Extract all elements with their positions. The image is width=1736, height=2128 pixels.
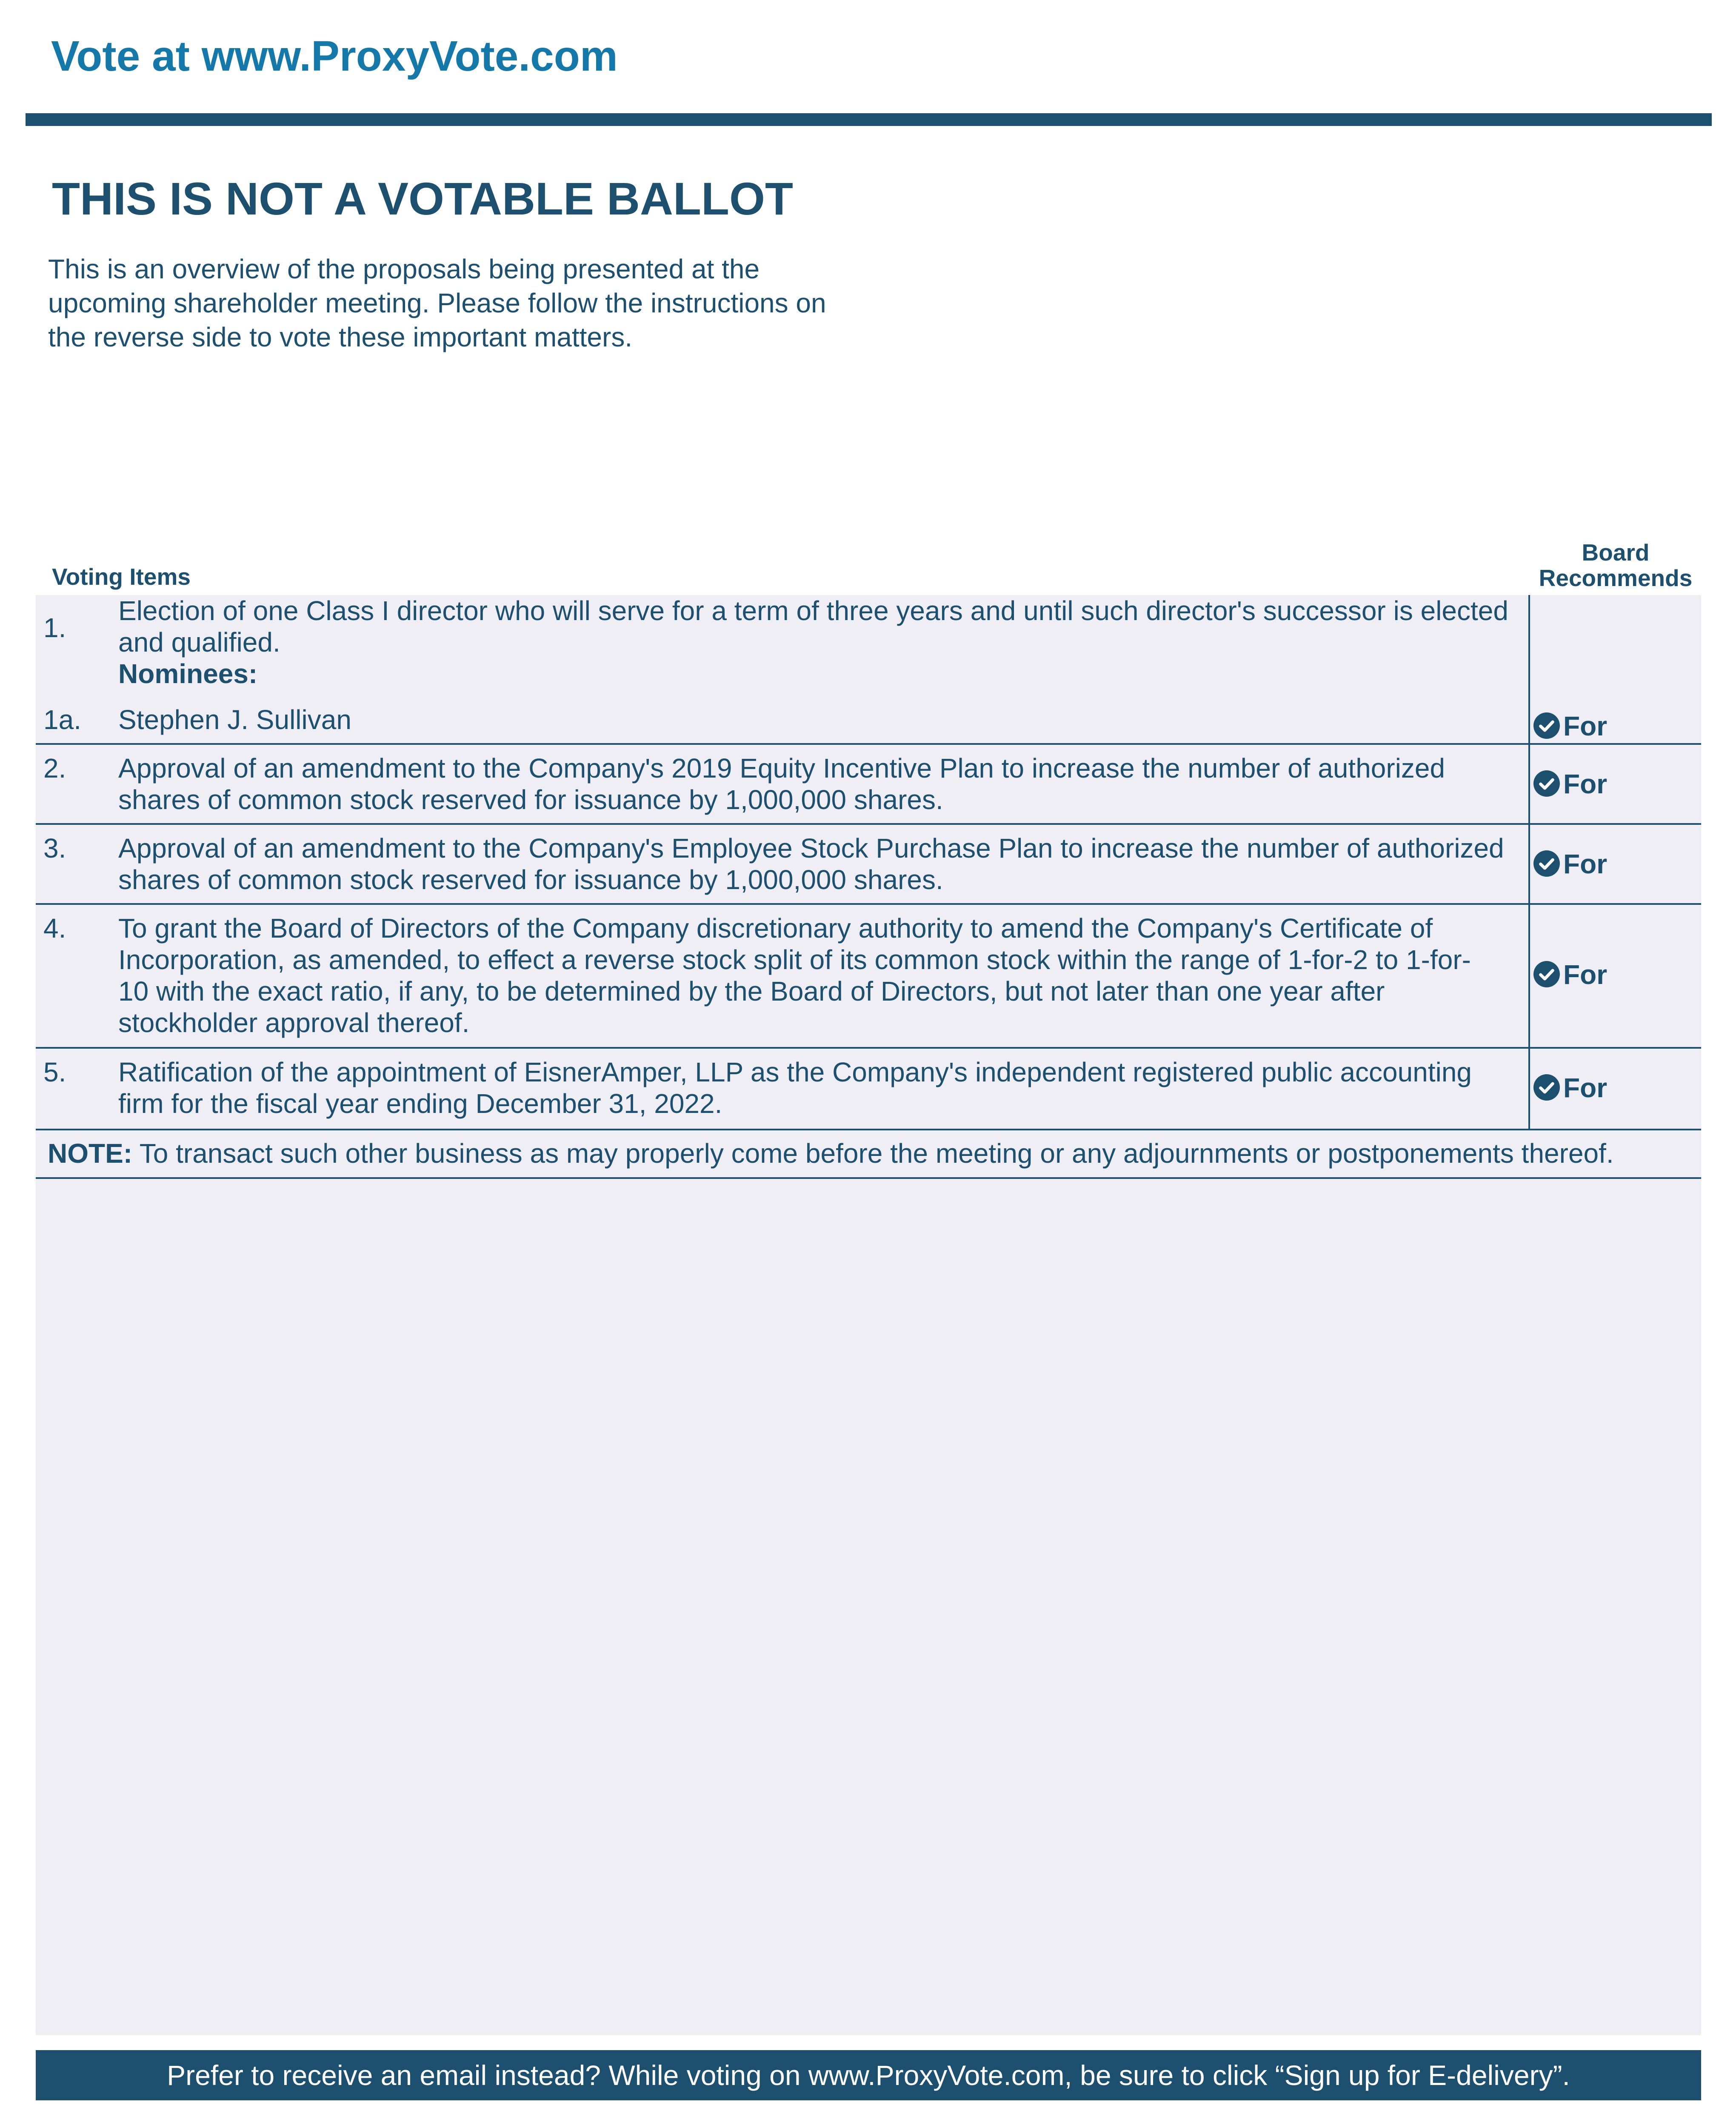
item-number: 1a. xyxy=(43,704,81,735)
item-text xyxy=(118,912,1539,1038)
recommendation xyxy=(1533,1071,1607,1105)
item-text-line: Election of one Class I director who will serve for a term of three years and until such director's successor is elected xyxy=(118,595,1508,626)
item-text xyxy=(118,595,1539,689)
board-recommends-header xyxy=(1528,540,1703,591)
item-text-line: 10 with the exact ratio, if any, to be determined by the Board of Directors, but not later than one year after xyxy=(118,976,1385,1007)
page-title: THIS IS NOT A VOTABLE BALLOT xyxy=(52,173,793,224)
item-number: 2. xyxy=(43,753,66,784)
item-text xyxy=(118,752,1539,815)
recommendation xyxy=(1533,709,1607,743)
voting-item-4 xyxy=(36,905,1701,1049)
item-text-line: Approval of an amendment to the Company's Employee Stock Purchase Plan to increase the number of authorized xyxy=(118,833,1504,864)
item-number: 4. xyxy=(43,913,66,944)
item-text-line: firm for the fiscal year ending December 31, 2022. xyxy=(118,1088,722,1119)
recommendation-label: For xyxy=(1563,711,1608,741)
item-text-line: Approval of an amendment to the Company's 2019 Equity Incentive Plan to increase the number of authorized xyxy=(118,753,1445,784)
vote-url-header: Vote at www.ProxyVote.com xyxy=(51,32,618,80)
item-number: 1. xyxy=(43,612,66,643)
item-number: 5. xyxy=(43,1057,66,1087)
item-text-line: stockholder approval thereof. xyxy=(118,1007,470,1038)
header-rule xyxy=(26,113,1712,126)
item-text-line: Ratification of the appointment of EisnerAmper, LLP as the Company's independent registered public accounting xyxy=(118,1057,1472,1087)
check-circle-icon xyxy=(1533,961,1560,987)
intro-line: This is an overview of the proposals being presented at the xyxy=(48,254,760,284)
check-circle-icon xyxy=(1533,850,1560,877)
nominee-name xyxy=(118,704,1539,735)
board-header-line: Recommends xyxy=(1539,565,1693,591)
recommendation-label: For xyxy=(1563,959,1608,990)
nominees-label: Nominees: xyxy=(118,658,258,689)
recommendation xyxy=(1533,767,1607,801)
recommendation-label: For xyxy=(1563,849,1608,879)
recommendation xyxy=(1533,847,1607,881)
item-text xyxy=(118,1056,1539,1119)
item-text xyxy=(118,832,1539,895)
check-circle-icon xyxy=(1533,712,1560,739)
item-text-line: Incorporation, as amended, to effect a reverse stock split of its common stock within the range of 1-for-2 to 1-for- xyxy=(118,944,1471,975)
recommendation xyxy=(1533,958,1607,992)
voting-item-2 xyxy=(36,745,1701,825)
voting-items-header: Voting Items xyxy=(52,563,191,590)
recommendation-label: For xyxy=(1563,769,1608,799)
edelivery-banner: Prefer to receive an email instead? While voting on www.ProxyVote.com, be sure to click “Sign up for E-delivery”. xyxy=(36,2050,1701,2100)
note-text: To transact such other business as may properly come before the meeting or any adjournments or postponements thereof. xyxy=(132,1138,1614,1169)
check-circle-icon xyxy=(1533,1074,1560,1101)
note-row xyxy=(36,1130,1701,1179)
item-text-line: shares of common stock reserved for issuance by 1,000,000 shares. xyxy=(118,864,943,895)
board-header-line: Board xyxy=(1582,539,1650,566)
voting-item-1 xyxy=(36,595,1701,745)
item-text-line: and qualified. xyxy=(118,627,280,658)
item-text-line: shares of common stock reserved for issuance by 1,000,000 shares. xyxy=(118,784,943,815)
item-number: 3. xyxy=(43,833,66,864)
check-circle-icon xyxy=(1533,770,1560,797)
intro-line: the reverse side to vote these important matters. xyxy=(48,322,633,352)
recommendation-label: For xyxy=(1563,1073,1608,1103)
voting-item-3 xyxy=(36,825,1701,905)
voting-item-5 xyxy=(36,1049,1701,1130)
item-text-line: Stephen J. Sullivan xyxy=(118,704,351,735)
intro-line: upcoming shareholder meeting. Please follow the instructions on xyxy=(48,288,826,318)
note-label: NOTE: xyxy=(48,1138,133,1169)
intro-paragraph xyxy=(48,252,891,354)
item-text-line: To grant the Board of Directors of the Company discretionary authority to amend the Company's Certificate of xyxy=(118,913,1433,944)
